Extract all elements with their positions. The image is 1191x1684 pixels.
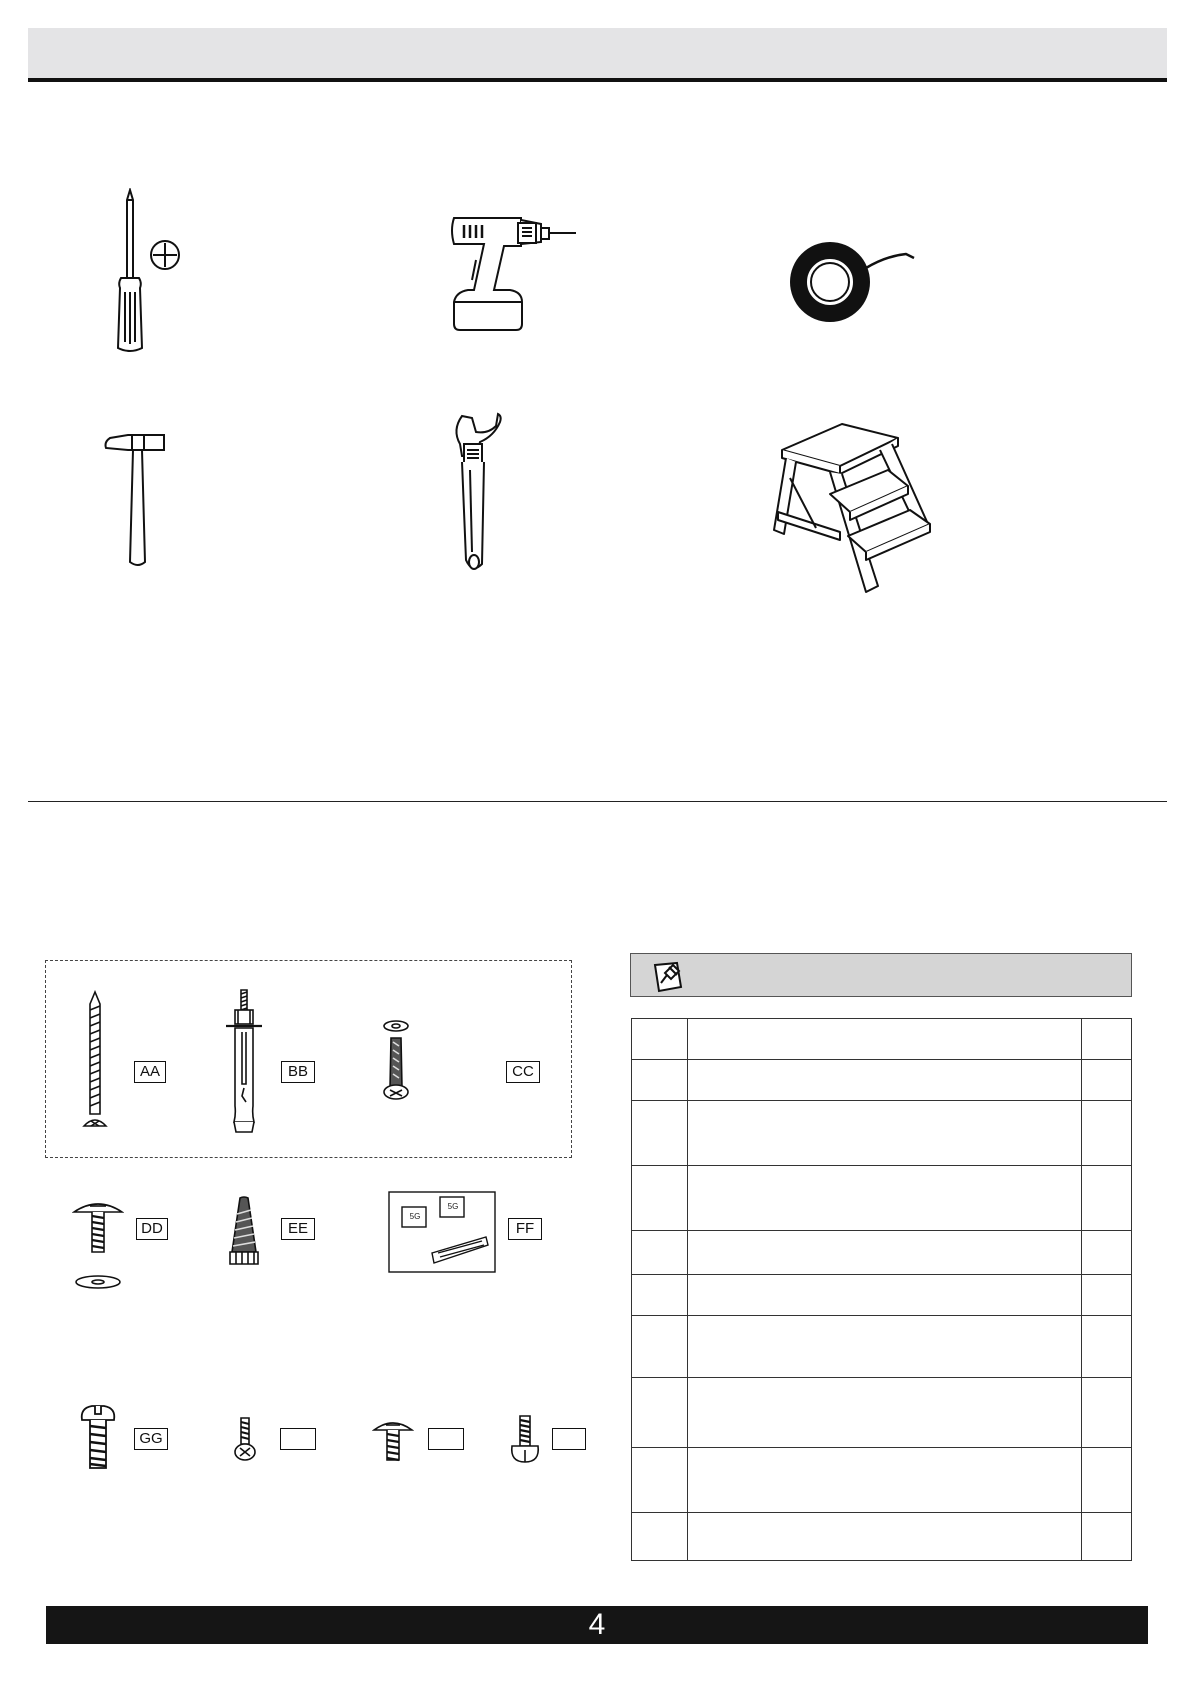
table-cell	[688, 1275, 1082, 1316]
table-cell	[1082, 1101, 1132, 1166]
table-row	[632, 1316, 1132, 1378]
parts-table	[631, 1018, 1132, 1561]
table-cell	[632, 1231, 688, 1275]
table-row	[632, 1060, 1132, 1101]
hardware-ii-label[interactable]	[428, 1428, 464, 1450]
table-cell	[632, 1316, 688, 1378]
hardware-dd-screw-washer-icon	[72, 1196, 124, 1301]
phillips-screwdriver-icon	[108, 188, 188, 353]
table-cell	[688, 1448, 1082, 1513]
table-cell	[632, 1378, 688, 1448]
table-cell	[688, 1019, 1082, 1060]
note-pin-icon	[651, 959, 687, 998]
anchor-hardware-group	[45, 960, 572, 1158]
hardware-gg-ground-screw-icon	[78, 1404, 118, 1477]
table-cell	[688, 1101, 1082, 1166]
hardware-gg-label: GG	[134, 1428, 168, 1450]
table-cell	[1082, 1060, 1132, 1101]
hardware-ff-label: FF	[508, 1218, 542, 1240]
table-cell	[688, 1316, 1082, 1378]
step-ladder-icon	[770, 420, 945, 600]
hardware-dd-label: DD	[136, 1218, 168, 1240]
table-row	[632, 1231, 1132, 1275]
table-cell	[632, 1275, 688, 1316]
table-row	[632, 1101, 1132, 1166]
table-cell	[1082, 1275, 1132, 1316]
section-header-bar	[28, 28, 1167, 82]
hardware-ee-label: EE	[281, 1218, 315, 1240]
hardware-aa-screw-icon	[80, 990, 110, 1145]
page-number: 4	[588, 1608, 606, 1641]
table-cell	[632, 1019, 688, 1060]
table-row	[632, 1448, 1132, 1513]
section-divider	[28, 801, 1167, 802]
hardware-jj-label[interactable]	[552, 1428, 586, 1450]
hardware-cc-label: CC	[506, 1061, 540, 1083]
ff-packet-label: 5G	[409, 1212, 421, 1221]
table-cell	[1082, 1316, 1132, 1378]
table-row	[632, 1019, 1132, 1060]
table-row	[632, 1378, 1132, 1448]
table-cell	[632, 1448, 688, 1513]
table-cell	[1082, 1448, 1132, 1513]
hardware-cc-screw-anchor-icon	[380, 1018, 412, 1111]
table-cell	[1082, 1513, 1132, 1561]
table-cell	[1082, 1231, 1132, 1275]
page-footer	[46, 1606, 1148, 1644]
table-cell	[1082, 1019, 1132, 1060]
hardware-hh-label[interactable]	[280, 1428, 316, 1450]
hardware-bb-anchor-bolt-icon	[222, 988, 266, 1143]
table-cell	[688, 1166, 1082, 1231]
table-cell	[688, 1513, 1082, 1561]
table-cell	[632, 1513, 688, 1561]
hammer-icon	[100, 432, 175, 570]
hardware-truss-screw-icon	[372, 1416, 414, 1467]
hardware-ee-wire-nut-icon	[228, 1196, 260, 1273]
table-cell	[632, 1060, 688, 1101]
electrical-tape-icon	[788, 238, 918, 326]
table-cell	[1082, 1378, 1132, 1448]
table-row	[632, 1166, 1132, 1231]
hardware-aa-label: AA	[134, 1061, 166, 1083]
table-cell	[632, 1166, 688, 1231]
table-cell	[1082, 1166, 1132, 1231]
table-cell	[688, 1060, 1082, 1101]
note-header	[630, 953, 1132, 997]
ff-packet-label: 5G	[447, 1202, 459, 1211]
adjustable-wrench-icon	[448, 412, 518, 577]
hardware-bb-label: BB	[281, 1061, 315, 1083]
table-row	[632, 1275, 1132, 1316]
hardware-small-screw-icon	[232, 1416, 258, 1467]
table-cell	[688, 1378, 1082, 1448]
hardware-slotted-bolt-icon	[508, 1414, 542, 1471]
power-drill-icon	[446, 210, 581, 335]
table-row	[632, 1513, 1132, 1561]
table-cell	[632, 1101, 688, 1166]
table-cell	[688, 1231, 1082, 1275]
